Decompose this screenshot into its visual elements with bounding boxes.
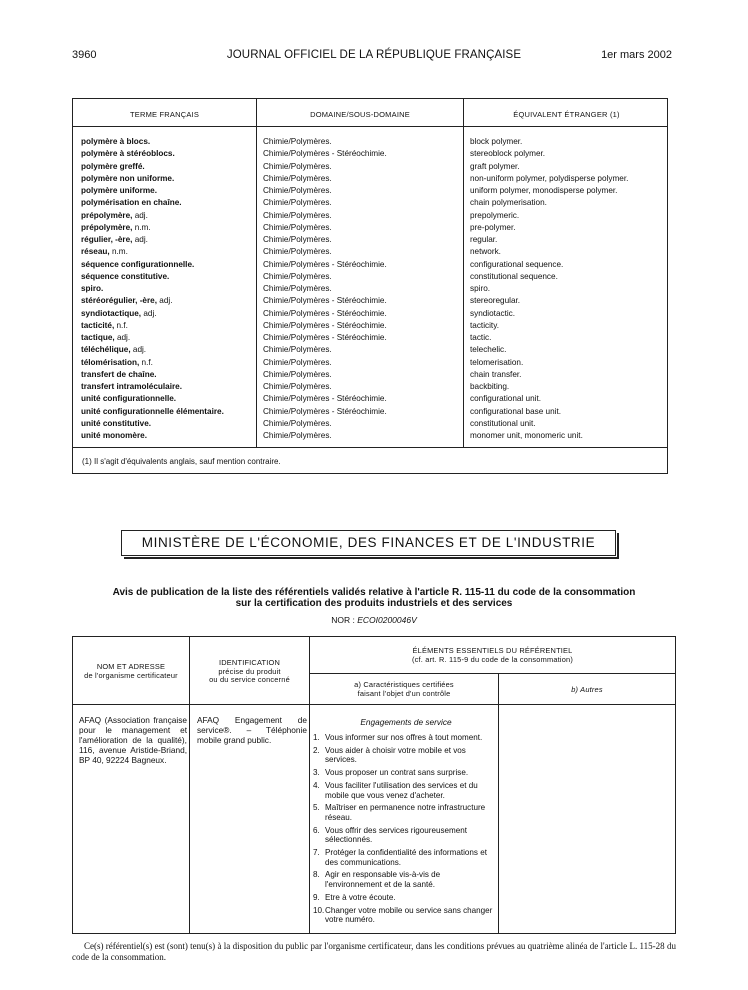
domain-entry: Chimie/Polymères. (263, 198, 332, 208)
foreign-entry: pre-polymer. (470, 222, 516, 232)
term-text: séquence constitutive. (81, 271, 170, 281)
foreign-entry: block polymer. (470, 137, 523, 146)
foreign-entry: telomerisation. (470, 357, 524, 367)
domain-entry: Chimie/Polymères. (263, 210, 332, 220)
header-line: faisant l'objet d'un contrôle (357, 688, 451, 698)
foreign-entry: syndiotactic. (470, 308, 516, 318)
term-entry (81, 197, 224, 209)
domain-entry: Chimie/Polymères. (263, 222, 332, 232)
engagement-number: 7. (313, 848, 320, 858)
domain-entry: Chimie/Polymères. (263, 357, 332, 367)
term-entry (81, 430, 224, 442)
journal-title: JOURNAL OFFICIEL DE LA RÉPUBLIQUE FRANÇAISE (226, 49, 522, 61)
engagement-item (313, 768, 495, 778)
notice-title (72, 587, 676, 609)
foreign-entry: graft polymer. (470, 161, 520, 171)
foreign-equivalents-column (470, 136, 628, 442)
notice-title-line: sur la certification des produits industriels et des services (235, 598, 513, 609)
engagement-item (313, 870, 495, 889)
term-entry (81, 393, 224, 405)
foreign-entry: stereoregular. (470, 296, 521, 306)
term-grammar: adj. (130, 345, 147, 355)
domain-entry: Chimie/Polymères. (263, 345, 332, 355)
term-text: unité monomère. (81, 431, 147, 440)
term-entry (81, 148, 224, 160)
engagement-number: 2. (313, 745, 320, 755)
header-line: de l'organisme certificateur (84, 670, 178, 680)
header-line: (cf. art. R. 115-9 du code de la consommation) (411, 654, 574, 664)
domain-entry: Chimie/Polymères. (263, 284, 332, 293)
engagement-item (313, 803, 495, 822)
foreign-entry: tacticity. (470, 320, 499, 330)
term-entry (81, 283, 224, 295)
domain-entry: Chimie/Polymères - Stéréochimie. (263, 406, 387, 416)
foreign-entry: tactic. (470, 333, 492, 342)
foreign-entry: chain transfer. (470, 369, 522, 379)
foreign-entry: configurational sequence. (470, 259, 564, 269)
domain-entry: Chimie/Polymères - Stéréochimie. (263, 333, 387, 342)
term-grammar: adj. (132, 210, 148, 220)
column-header-domaine: DOMAINE/SOUS-DOMAINE (310, 110, 410, 119)
term-entry (81, 308, 224, 320)
column-divider (256, 99, 257, 447)
term-text: téléchélique, (81, 345, 131, 355)
engagement-text: Agir en responsable vis-à-vis de l'environnement et de la santé. (325, 870, 441, 890)
term-entry (81, 161, 224, 173)
terms-footnote: (1) Il s'agit d'équivalents anglais, sauf mention contraire. (82, 457, 281, 466)
nor-value: ECOI0200046V (357, 615, 417, 625)
column-header-autres: b) Autres (571, 685, 603, 694)
engagement-item (313, 826, 495, 845)
foreign-entry: telechelic. (470, 345, 507, 355)
term-text: tactique, (81, 333, 115, 342)
foreign-entry: backbiting. (470, 382, 510, 391)
term-text: réseau, (81, 247, 110, 257)
engagement-number: 5. (313, 803, 320, 813)
term-text: unité constitutive. (81, 418, 152, 428)
term-text: stéréorégulier, -ère, (81, 296, 157, 306)
term-text: séquence configurationnelle. (81, 259, 195, 269)
engagement-number: 4. (313, 780, 320, 790)
term-text: polymère greffé. (81, 161, 145, 171)
engagement-text: Maîtriser en permanence notre infrastructure réseau. (325, 803, 486, 822)
domain-entry: Chimie/Polymères. (263, 235, 332, 244)
identification-cell: AFAQ Engagement de service®. – Téléphonie mobile grand public. (197, 715, 307, 745)
domain-entry: Chimie/Polymères - Stéréochimie. (263, 308, 387, 318)
domain-entry: Chimie/Polymères. (263, 382, 332, 391)
foreign-entry: constitutional sequence. (470, 271, 558, 281)
term-text: polymérisation en chaîne. (81, 198, 182, 208)
column-header-equivalent: ÉQUIVALENT ÉTRANGER (1) (513, 110, 620, 119)
domain-entry: Chimie/Polymères. (263, 173, 332, 183)
engagement-number: 1. (313, 733, 320, 742)
term-grammar: adj. (157, 296, 173, 306)
column-divider (498, 673, 499, 933)
term-entry (81, 210, 224, 222)
footer-paragraph: Ce(s) référentiel(s) est (sont) tenu(s) à la disposition du public par l'organisme certificateur, dans les conditions prévues au quatrième alinéa de l'article L. 115-28 du code de la consommation. (72, 941, 676, 962)
domain-entry: Chimie/Polymères - Stéréochimie. (263, 296, 387, 306)
domain-entry: Chimie/Polymères - Stéréochimie. (263, 149, 387, 159)
engagement-text: Vous informer sur nos offres à tout moment. (325, 733, 483, 742)
foreign-entry: uniform polymer, monodisperse polymer. (470, 186, 618, 195)
term-text: spiro. (81, 284, 104, 293)
nor-label: NOR : (331, 615, 358, 625)
domain-entry: Chimie/Polymères. (263, 161, 332, 171)
foreign-entry: network. (470, 247, 501, 257)
domain-entry: Chimie/Polymères - Stéréochimie. (263, 394, 387, 404)
engagement-item (313, 746, 495, 765)
domain-entry: Chimie/Polymères. (263, 186, 332, 195)
term-entry (81, 406, 224, 418)
nor-reference (72, 615, 676, 625)
header-line: IDENTIFICATION (219, 658, 280, 667)
engagement-number: 8. (313, 870, 320, 880)
term-text: tacticité, (81, 320, 115, 330)
domain-entry: Chimie/Polymères. (263, 431, 332, 440)
engagement-item (313, 893, 495, 903)
engagement-item (313, 906, 495, 925)
term-text: polymère uniforme. (81, 186, 157, 195)
engagements-list (313, 733, 495, 928)
term-text: prépolymère, (81, 210, 133, 220)
term-entry (81, 173, 224, 185)
domain-entry: Chimie/Polymères. (263, 418, 332, 428)
organisme-cell: AFAQ (Association française pour le management et l'amélioration de la qualité), 116, avenue Aristide-Briand, BP 40, 92224 Bagneux. (79, 715, 187, 765)
term-text: régulier, -ère, (81, 235, 133, 244)
header-line: ou du service concerné (209, 675, 290, 684)
term-grammar: adj. (141, 308, 157, 318)
engagement-number: 3. (313, 768, 320, 778)
engagement-text: Protéger la confidentialité des informations et des communications. (325, 848, 487, 867)
term-entry (81, 357, 224, 369)
domain-entry: Chimie/Polymères. (263, 369, 332, 379)
term-text: unité configurationnelle. (81, 394, 177, 404)
term-entry (81, 369, 224, 381)
foreign-entry: configurational base unit. (470, 406, 562, 416)
domain-entry: Chimie/Polymères. (263, 137, 332, 146)
term-text: unité configurationnelle élémentaire. (81, 406, 224, 416)
header-subdivider (309, 673, 675, 674)
term-grammar: adj. (114, 333, 131, 342)
term-grammar: n.m. (132, 222, 151, 232)
domain-entry: Chimie/Polymères. (263, 247, 332, 257)
foreign-entry: regular. (470, 235, 498, 244)
engagement-text: Changer votre mobile ou service sans changer votre numéro. (325, 905, 493, 925)
term-text: transfert de chaîne. (81, 369, 157, 379)
term-entry (81, 381, 224, 393)
term-text: polymère non uniforme. (81, 173, 175, 183)
engagement-text: Vous offrir des services rigoureusement sélectionnés. (325, 825, 468, 845)
term-entry (81, 344, 224, 356)
terms-column (81, 136, 224, 442)
terms-table (72, 98, 668, 474)
engagement-number: 6. (313, 825, 320, 835)
term-entry (81, 222, 224, 234)
engagement-text: Vous aider à choisir votre mobile et vos services. (325, 745, 466, 765)
footnote-divider (73, 447, 667, 448)
foreign-entry: non-uniform polymer, polydisperse polymer. (470, 173, 629, 183)
page-number: 3960 (72, 49, 97, 61)
term-entry (81, 136, 224, 148)
column-header-caracteristiques (310, 681, 498, 698)
term-grammar: adj. (132, 235, 148, 244)
foreign-entry: constitutional unit. (470, 418, 536, 428)
column-header-identification (190, 659, 309, 685)
term-entry (81, 234, 224, 246)
notice-title-line: Avis de publication de la liste des référentiels validés relative à l'article R. 115-11 du code de la consommation (112, 587, 636, 598)
domains-column (263, 136, 387, 442)
header-line: précise du produit (218, 666, 281, 676)
header-divider (73, 126, 667, 127)
foreign-entry: chain polymerisation. (470, 198, 547, 208)
header-line: ÉLÉMENTS ESSENTIELS DU RÉFÉRENTIEL (412, 646, 573, 655)
term-entry (81, 295, 224, 307)
domain-entry: Chimie/Polymères - Stéréochimie. (263, 320, 387, 330)
engagements-title: Engagements de service (360, 717, 452, 727)
term-grammar: n.m. (109, 247, 128, 257)
header-line: a) Caractéristiques certifiées (354, 680, 454, 689)
publication-date: 1er mars 2002 (601, 49, 672, 61)
engagement-item (313, 781, 495, 800)
term-text: polymère à blocs. (81, 137, 151, 146)
domain-entry: Chimie/Polymères. (263, 271, 332, 281)
column-header-terme: TERME FRANÇAIS (129, 110, 200, 119)
foreign-entry: monomer unit, monomeric unit. (470, 431, 583, 440)
foreign-entry: prepolymeric. (470, 210, 520, 220)
term-text: télomérisation, (81, 357, 140, 367)
term-entry (81, 259, 224, 271)
term-entry (81, 320, 224, 332)
header-divider (73, 704, 675, 705)
foreign-entry: spiro. (470, 284, 491, 293)
ministry-heading: MINISTÈRE DE L'ÉCONOMIE, DES FINANCES ET DE L'INDUSTRIE (121, 530, 616, 556)
engagement-text: Vous proposer un contrat sans surprise. (325, 768, 469, 778)
engagement-item (313, 733, 495, 743)
engagement-number: 9. (313, 892, 320, 902)
engagement-text: Vous faciliter l'utilisation des services et du mobile que vous venez d'acheter. (325, 780, 478, 800)
foreign-entry: stereoblock polymer. (470, 149, 546, 159)
term-text: prépolymère, (81, 222, 133, 232)
column-header-elements (310, 647, 675, 664)
term-text: syndiotactique, (81, 308, 142, 318)
column-header-organisme (73, 663, 189, 680)
foreign-entry: configurational unit. (470, 394, 542, 404)
term-entry (81, 332, 224, 344)
domain-entry: Chimie/Polymères - Stéréochimie. (263, 259, 387, 269)
header-line: NOM ET ADRESSE (96, 662, 166, 671)
term-entry (81, 185, 224, 197)
certification-table (72, 636, 676, 934)
term-text: transfert intramoléculaire. (81, 382, 183, 391)
engagement-item (313, 848, 495, 867)
term-entry (81, 271, 224, 283)
term-entry (81, 246, 224, 258)
engagement-text: Etre à votre écoute. (325, 892, 396, 902)
column-divider (463, 99, 464, 447)
engagement-number: 10. (313, 905, 325, 915)
term-grammar: n.f. (114, 320, 128, 330)
term-text: polymère à stéréoblocs. (81, 149, 175, 159)
term-entry (81, 418, 224, 430)
term-grammar: n.f. (139, 357, 153, 367)
